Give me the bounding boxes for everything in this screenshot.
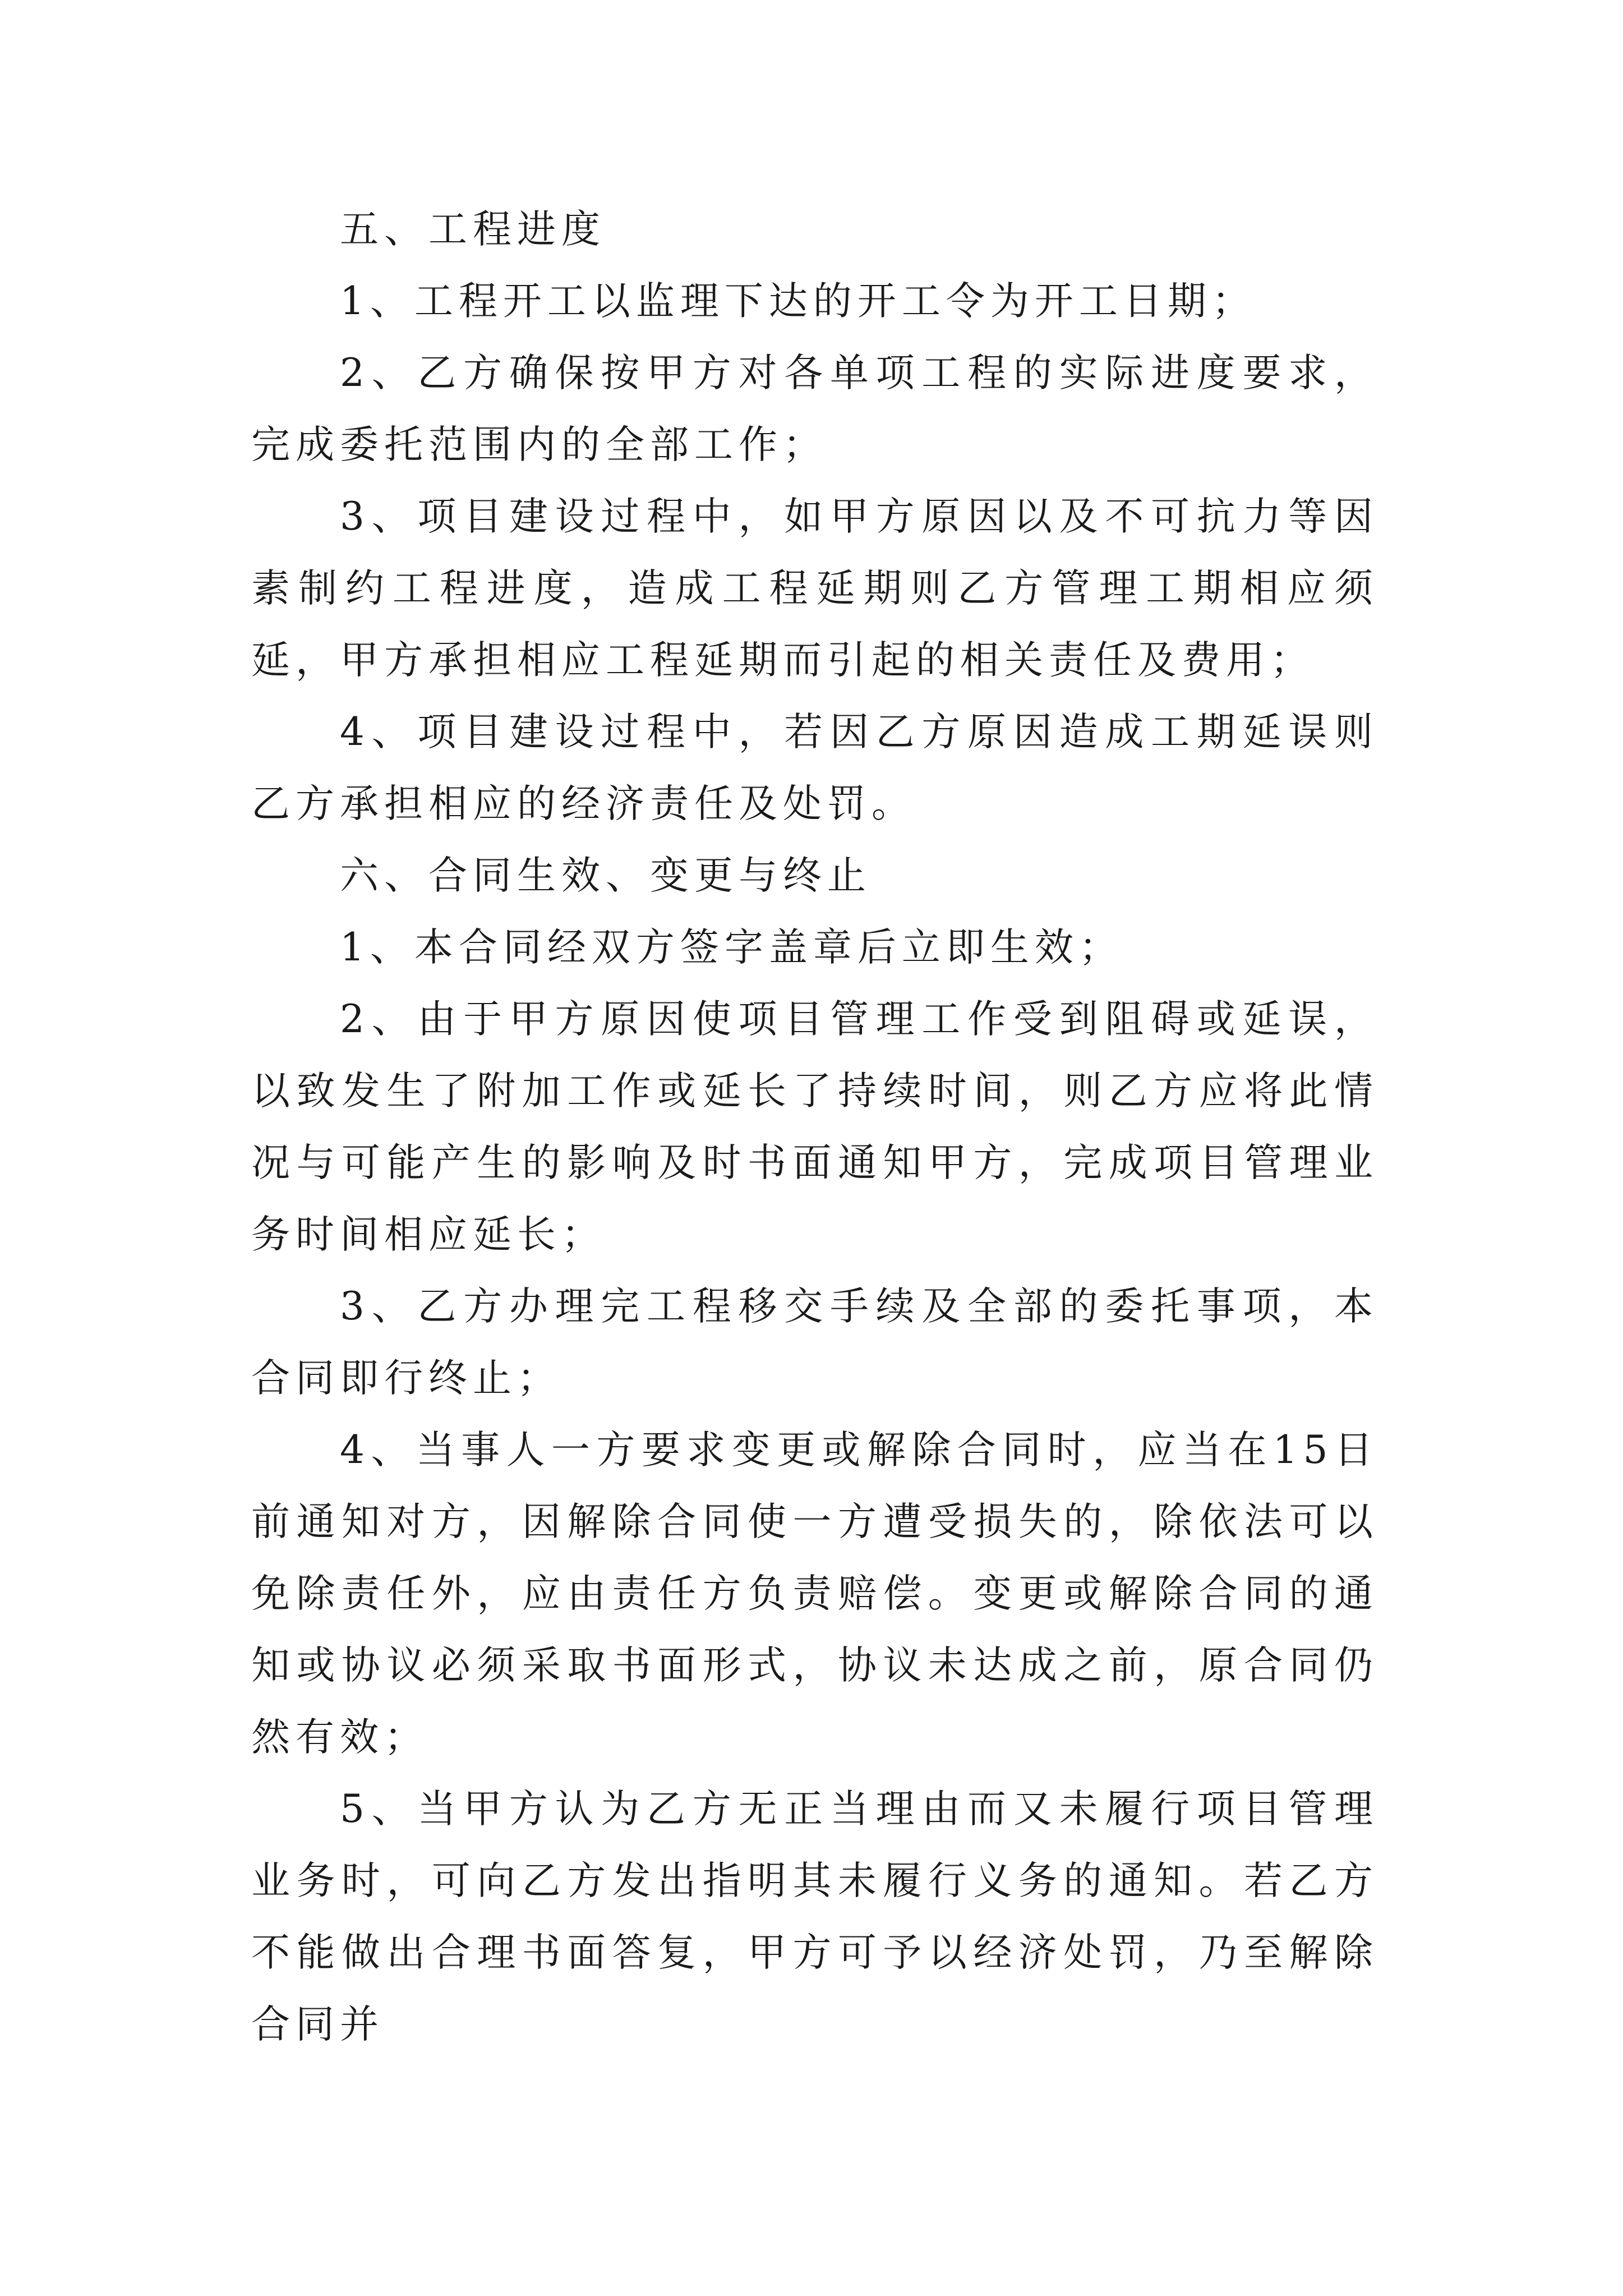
clause-6-2: 2、由于甲方原因使项目管理工作受到阻碍或延误，以致发生了附加工作或延长了持续时间，则乙方应将此情况与可能产生的影响及时书面通知甲方，完成项目管理业务时间相应延长；	[251, 997, 1378, 1257]
clause-5-2: 2、乙方确保按甲方对各单项工程的实际进度要求，完成委托范围内的全部工作；	[251, 351, 1378, 467]
clause-6-1: 1、本合同经双方签字盖章后立即生效；	[340, 925, 1123, 970]
clause-5-1: 1、工程开工以监理下达的开工令为开工日期；	[340, 279, 1256, 324]
clause-6-5: 5、当甲方认为乙方无正当理由而又未履行项目管理业务时，可向乙方发出指明其未履行义务的通知。若乙方不能做出合理书面答复，甲方可予以经济处罚，乃至解除合同并	[251, 1787, 1378, 2047]
section-heading-schedule: 五、工程进度	[340, 207, 606, 252]
clause-5-3: 3、项目建设过程中，如甲方原因以及不可抗力等因素制约工程进度，造成工程延期则乙方管理工期相应须延，甲方承担相应工程延期而引起的相关责任及费用；	[251, 494, 1378, 683]
clause-6-4: 4、当事人一方要求变更或解除合同时，应当在15日前通知对方，因解除合同使一方遭受损失的，除依法可以免除责任外，应由责任方负责赔偿。变更或解除合同的通知或协议必须采取书面形式，协议未达成之前，原合同仍然有效；	[251, 1428, 1378, 1760]
clause-5-4: 4、项目建设过程中，若因乙方原因造成工期延误则乙方承担相应的经济责任及处罚。	[251, 710, 1378, 826]
clause-6-3: 3、乙方办理完工程移交手续及全部的委托事项，本合同即行终止；	[251, 1284, 1378, 1401]
section-heading-contract-effect: 六、合同生效、变更与终止	[340, 853, 872, 898]
document-body	[251, 194, 1378, 2060]
